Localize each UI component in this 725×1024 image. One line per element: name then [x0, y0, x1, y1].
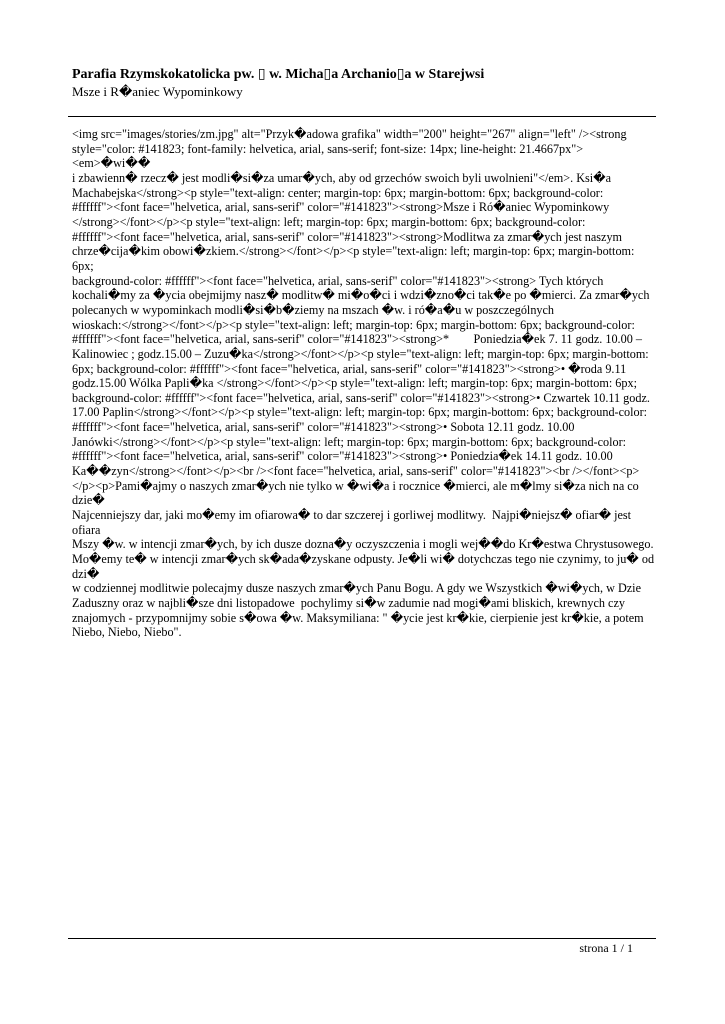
document-subtitle: Msze i R�aniec Wypominkowy: [72, 84, 243, 99]
document-title: Parafia Rzymskokatolicka pw. ▯ w. Micha▯a Archanio▯a w Starejwsi: [72, 67, 485, 82]
article-body: <img src="images/stories/zm.jpg" alt="Przyk�adowa grafika" width="200" height="267" align="left" /><strong style="color: #141823; font-family: helvetica, arial, sans-serif; font-size: 14px; line-height: 21.4667px"><em>�wi�� i zbawienn� rzecz� jest modli�si�za umar�ych, aby od grzechów swoich byli uwolnieni"</em>. Ksi�a Machabejska</strong><p style="text-align: center; margin-top: 6px; margin-bottom: 6px; background-color: #ffffff"><font face="helvetica, arial, sans-serif" color="#141823"><strong>Msze i Ró�aniec Wypominkowy </strong></font></p><p style="text-align: left; margin-top: 6px; margin-bottom: 6px; background-color: #ffffff"><font face="helvetica, arial, sans-serif" color="#141823"><strong>Modlitwa za zmar�ych jest naszym chrze�cija�kim obowi�zkiem.</strong></font></p><p style="text-align: left; margin-top: 6px; margin-bottom: 6px; background-color: #ffffff"><font face="helvetica, arial, sans-serif" color="#141823"><strong> Tych których kochali�my za �ycia obejmijmy nasz� modlitw� mi�o�ci i wdzi�zno�ci tak�e po �mierci. Za zmar�ych polecanych w wypominkach modli�si�b�ziemy na mszach �w. i ró�a�u w poszczególnych wioskach:</strong></font></p><p style="text-align: left; margin-top: 6px; margin-bottom: 6px; background-color: #ffffff"><font face="helvetica, arial, sans-serif" color="#141823"><strong>* Poniedzia�ek 7. 11 godz. 10.00 – Kalinowiec ; godz.15.00 – Zuzu�ka</strong></font></p><p style="text-align: left; margin-top: 6px; margin-bottom: 6px; background-color: #ffffff"><font face="helvetica, arial, sans-serif" color="#141823"><strong>• �roda 9.11 godz.15.00 Wólka Papli�ka </strong></font></p><p style="text-align: left; margin-top: 6px; margin-bottom: 6px; background-color: #ffffff"><font face="helvetica, arial, sans-serif" color="#141823"><strong>• Czwartek 10.11 godz. 17.00 Paplin</strong></font></p><p style="text-align: left; margin-top: 6px; margin-bottom: 6px; background-color: #ffffff"><font face="helvetica, arial, sans-serif" color="#141823"><strong>• Sobota 12.11 godz. 10.00 Janówki</strong></font></p><p style="text-align: left; margin-top: 6px; margin-bottom: 6px; background-color: #ffffff"><font face="helvetica, arial, sans-serif" color="#141823"><strong>• Poniedzia�ek 14.11 godz. 10.00 Ka��zyn</strong></font></p><br /><font face="helvetica, arial, sans-serif" color="#141823"><br /></font><p> </p><p>Pami�ajmy o naszych zmar�ych nie tylko w �wi�a i rocznice �mierci, ale m�lmy si�za nich na co dzie� Najcenniejszy dar, jaki mo�emy im ofiarowa� to dar szczerej i gorliwej modlitwy. Najpi�niejsz� ofiar� jest ofiara Mszy �w. w intencji zmar�ych, by ich dusze dozna�y oczyszczenia i mogli wej��do Kr�estwa Chrystusowego. Mo�emy te� w intencji zmar�ych sk�ada�zyskane odpusty. Je�li wi� dotychczas tego nie czynimy, to ju� od dzi� w codziennej modlitwie polecajmy dusze naszych zmar�ych Panu Bogu. A gdy we Wszystkich �wi�ych, w Dzie Zaduszny oraz w najbli�sze dni listopadowe pochylimy si�w zadumie nad mogi�ami bliskich, krewnych czy znajomych - przypomnijmy sobie s�owa �w. Maksymiliana: " �ycie jest kr�kie, cierpienie jest kr�kie, a potem Niebo, Niebo, Niebo".: [72, 127, 655, 640]
document-header: [72, 66, 657, 100]
page-number: strona 1 / 1: [579, 941, 633, 955]
footer-divider: [68, 938, 656, 939]
header-divider: [68, 116, 656, 117]
